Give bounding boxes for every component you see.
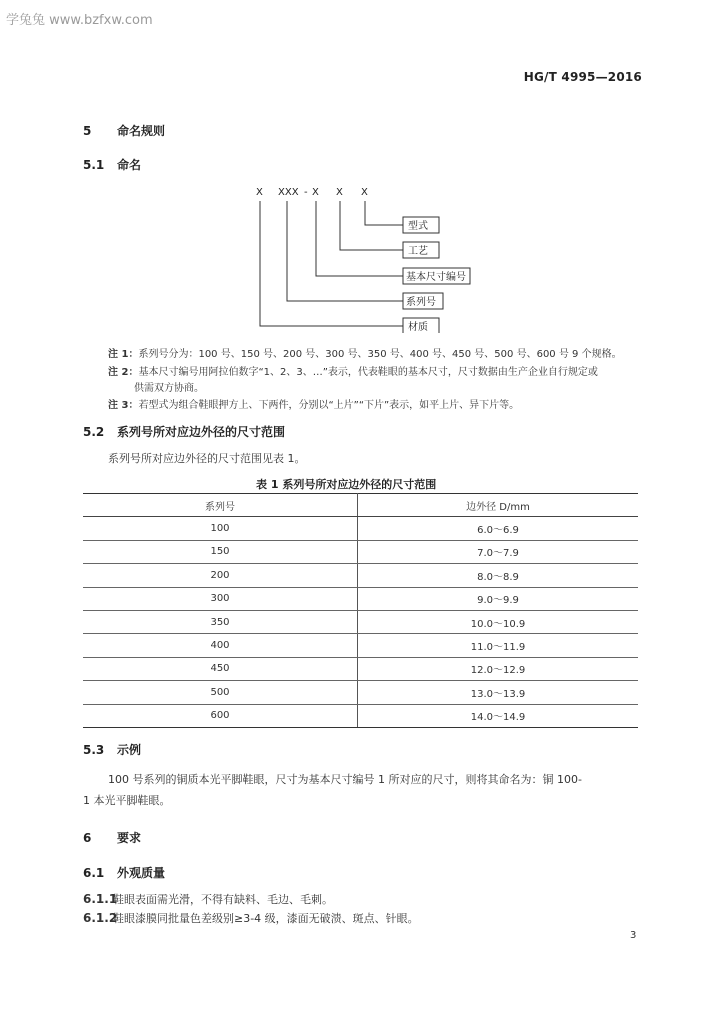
code-part-dash: -	[304, 187, 308, 198]
cell-series: 200	[83, 564, 358, 587]
clause-text: 鞋眼漆膜同批量色差级别≥3-4 级，漆面无破溃、斑点、针眼。	[113, 912, 419, 925]
note-text: 基本尺寸编号用阿拉伯数字“1、2、3、…”表示，代表鞋眼的基本尺寸，尺寸数据由生产企业自行规定或	[138, 367, 598, 378]
cell-diameter: 12.0～12.9	[358, 657, 639, 680]
label-process: 工艺	[408, 246, 428, 257]
table-header-row	[83, 494, 638, 517]
label-size-number: 基本尺寸编号	[406, 272, 466, 283]
section-number: 5.1	[83, 158, 105, 172]
cell-series: 350	[83, 610, 358, 633]
section-5-1-heading	[83, 156, 141, 173]
cell-series: 400	[83, 634, 358, 657]
cell-diameter: 14.0～14.9	[358, 704, 639, 727]
clause-number: 6.1.1	[83, 892, 118, 906]
cell-diameter: 11.0～11.9	[358, 634, 639, 657]
cell-series: 500	[83, 681, 358, 704]
section-5-heading	[83, 122, 165, 139]
note-text: 系列号分为：100 号、150 号、200 号、300 号、350 号、400 号、450 号、500 号、600 号 9 个规格。	[138, 349, 622, 360]
connector-size-number	[316, 201, 403, 276]
label-series: 系列号	[406, 297, 436, 308]
connector-material	[260, 201, 403, 326]
note-1	[108, 345, 622, 360]
header-outer-diameter: 边外径 D/mm	[358, 494, 639, 517]
section-5-2-heading	[83, 423, 285, 440]
section-number: 5.3	[83, 743, 105, 757]
note-2-continuation: 供需双方协商。	[134, 383, 204, 394]
standard-number: HG/T 4995—2016	[523, 70, 642, 84]
cell-diameter: 10.0～10.9	[358, 610, 639, 633]
table-row	[83, 634, 638, 657]
example-line-1: 100 号系列的铜质本光平脚鞋眼，尺寸为基本尺寸编号 1 所对应的尺寸，则将其命名为：铜 100-	[108, 773, 582, 786]
label-boxes	[403, 217, 470, 333]
clause-text: 鞋眼表面需光滑，不得有缺料、毛边、毛刺。	[113, 893, 333, 906]
table-row	[83, 517, 638, 540]
cell-diameter: 6.0～6.9	[358, 517, 639, 540]
section-title: 命名规则	[117, 124, 166, 138]
label-type: 型式	[408, 221, 428, 232]
table-row	[83, 540, 638, 563]
table-row	[83, 704, 638, 727]
code-part-series: XXX	[278, 187, 299, 198]
code-part-process: X	[336, 187, 343, 198]
section-title: 命名	[117, 158, 142, 172]
section-5-2-intro: 系列号所对应边外径的尺寸范围见表 1。	[108, 452, 306, 465]
clause-6-1-2	[83, 910, 419, 926]
cell-series: 600	[83, 704, 358, 727]
section-title: 要求	[117, 831, 142, 845]
table-1	[83, 493, 638, 728]
section-title: 外观质量	[117, 866, 166, 880]
section-6-1-heading	[83, 864, 165, 881]
section-5-3-heading	[83, 741, 141, 758]
section-6-heading	[83, 829, 141, 846]
naming-diagram	[250, 183, 480, 333]
code-part-size-number: X	[312, 187, 319, 198]
cell-series: 100	[83, 517, 358, 540]
table-row	[83, 587, 638, 610]
connector-type	[365, 201, 403, 225]
header-series-number: 系列号	[83, 494, 358, 517]
note-2	[108, 363, 598, 378]
watermark: 学兔兔 www.bzfxw.com	[6, 13, 153, 28]
cell-series: 300	[83, 587, 358, 610]
table-row	[83, 564, 638, 587]
connector-series	[287, 201, 403, 301]
cell-series: 450	[83, 657, 358, 680]
section-number: 5	[83, 124, 92, 138]
code-part-type: X	[361, 187, 368, 198]
cell-diameter: 13.0～13.9	[358, 681, 639, 704]
example-line-2: 1 本光平脚鞋眼。	[83, 794, 171, 807]
table-row	[83, 610, 638, 633]
table-row	[83, 681, 638, 704]
code-parts	[256, 187, 368, 198]
cell-diameter: 9.0～9.9	[358, 587, 639, 610]
section-number: 5.2	[83, 425, 105, 439]
clause-6-1-1	[83, 891, 333, 907]
cell-series: 150	[83, 540, 358, 563]
label-material: 材质	[408, 322, 428, 333]
cell-diameter: 7.0～7.9	[358, 540, 639, 563]
note-3	[108, 396, 519, 411]
section-number: 6	[83, 831, 92, 845]
table-1-caption: 表 1 系列号所对应边外径的尺寸范围	[256, 478, 437, 491]
section-number: 6.1	[83, 866, 105, 880]
page-number: 3	[630, 930, 637, 941]
table-row	[83, 657, 638, 680]
cell-diameter: 8.0～8.9	[358, 564, 639, 587]
note-label: 注 3：	[108, 400, 139, 411]
code-part-material: X	[256, 187, 263, 198]
connector-lines	[260, 201, 403, 326]
section-title: 示例	[117, 743, 142, 757]
section-title: 系列号所对应边外径的尺寸范围	[117, 425, 286, 439]
note-label: 注 2：	[108, 367, 139, 378]
note-label: 注 1：	[108, 349, 139, 360]
note-text: 若型式为组合鞋眼押方上、下两件，分别以“上片”“下片”表示，如平上片、异下片等。	[138, 400, 520, 411]
clause-number: 6.1.2	[83, 911, 118, 925]
